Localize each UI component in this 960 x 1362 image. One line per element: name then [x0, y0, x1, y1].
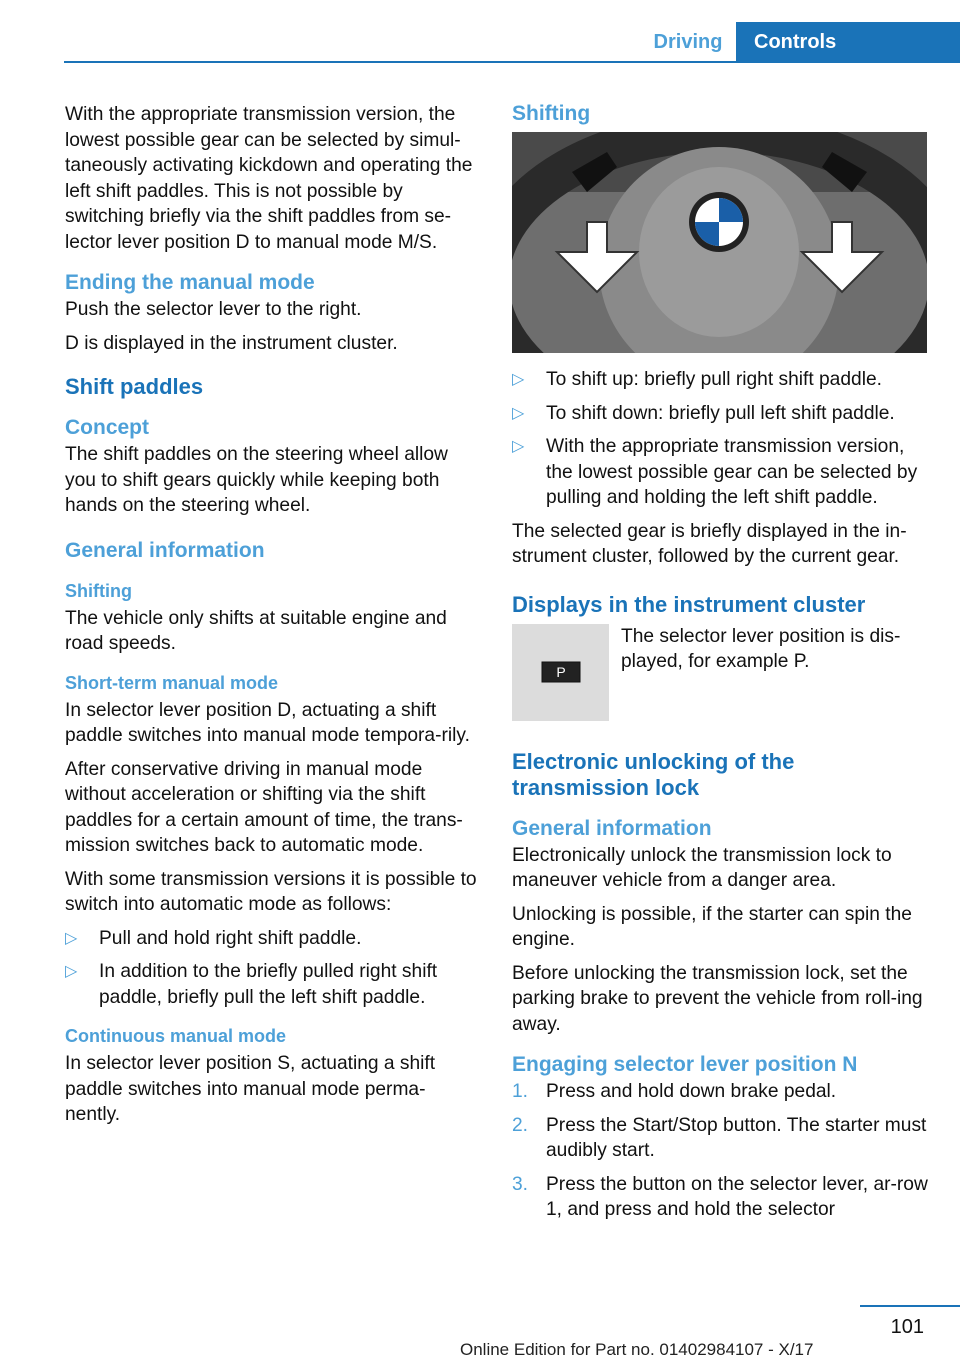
triangle-right-icon: ▷	[65, 963, 78, 980]
heading-shifting: Shifting	[512, 102, 591, 125]
list-item	[65, 959, 477, 1010]
tab-driving: Driving	[640, 22, 736, 62]
ending-text-1: Push the selector lever to the right.	[65, 299, 362, 320]
heading-electronic-unlocking: Electronic unlocking of the transmission lock	[512, 748, 795, 800]
general-text-3: Before unlocking the transmission lock, set the parking brake to prevent the vehicle from roll‐ing away.	[512, 962, 923, 1035]
heading-ending-manual-mode: Ending the manual mode	[65, 271, 315, 294]
list-item-text: In addition to the briefly pulled right shift paddle, briefly pull the left shift paddle.	[99, 961, 438, 1008]
header-rule	[64, 61, 960, 63]
footer-rule	[860, 1305, 960, 1307]
list-item-text: To shift up: briefly pull right shift paddle.	[546, 369, 882, 390]
heading-shift-paddles: Shift paddles	[65, 374, 204, 399]
general-text-2: Unlocking is possible, if the starter can spin the engine.	[512, 903, 912, 950]
selected-gear-text: The selected gear is briefly displayed in the in‐strument cluster, followed by the current gear.	[512, 520, 907, 567]
automatic-mode-list	[65, 926, 477, 1011]
heading-continuous: Continuous manual mode	[65, 1026, 287, 1046]
step-text: Press and hold down brake pedal.	[546, 1081, 837, 1102]
list-item	[65, 926, 477, 952]
heading-short-term: Short-term manual mode	[65, 672, 279, 693]
heading-displays: Displays in the instrument cluster	[512, 591, 866, 617]
list-item	[512, 1172, 930, 1223]
short-term-text-3: With some transmission versions it is possible to switch into automatic mode as follows:	[65, 868, 477, 915]
list-item	[512, 367, 930, 393]
short-term-text-2: After conservative driving in manual mode without acceleration or shifting via the shift paddles for a certain amount of time, the trans‐mission switches back to automatic mode.	[65, 758, 463, 856]
triangle-right-icon: ▷	[65, 929, 78, 947]
footer-edition: Online Edition for Part no. 01402984107 - X/17	[460, 1340, 814, 1359]
continuous-text: In selector lever position S, actuating a shift paddle switches into manual mode perma‐nently.	[65, 1053, 436, 1125]
heading-shifting-sub: Shifting	[65, 580, 132, 601]
concept-text: The shift paddles on the steering wheel allow you to shift gears quickly while keeping both hands on the steering wheel.	[65, 444, 448, 516]
left-column	[65, 102, 477, 1136]
step-text: Press the Start/Stop button. The starter must audibly start.	[546, 1114, 927, 1161]
list-item	[512, 401, 930, 427]
steering-wheel-image	[512, 132, 927, 353]
shifting-text: The vehicle only shifts at suitable engine and road speeds.	[65, 607, 447, 654]
list-item	[512, 434, 930, 511]
list-item-text: Pull and hold right shift paddle.	[99, 927, 362, 949]
right-column	[512, 102, 930, 1231]
p-display-icon	[541, 661, 581, 683]
list-item-text: With the appropriate transmission version, the lowest possible gear can be selected by pulling and holding the left shift paddle.	[546, 436, 918, 508]
display-row	[512, 624, 930, 721]
step-text: Press the button on the selector lever, ar‐row 1, and press and hold the selector	[546, 1173, 928, 1220]
step-number: 1.	[512, 1081, 529, 1102]
short-term-text-1: In selector lever position D, actuating a shift paddle switches into manual mode tempora‐rily.	[65, 699, 470, 746]
step-number: 2.	[512, 1114, 529, 1136]
engaging-steps	[512, 1079, 930, 1223]
list-item	[512, 1079, 930, 1105]
triangle-right-icon: ▷	[512, 404, 525, 422]
shifting-list	[512, 367, 930, 511]
heading-engaging-n: Engaging selector lever position N	[512, 1053, 858, 1076]
displays-text: The selector lever position is dis‐played, for example P.	[621, 625, 901, 672]
heading-concept: Concept	[65, 416, 149, 439]
heading-general-information: General information	[65, 538, 265, 562]
tab-controls: Controls	[736, 22, 960, 62]
intro-paragraph: With the appropriate transmission version, the lowest possible gear can be selected by simul‐taneously activating kickdown and operating the left shift paddles. This is not possible by switching briefly via the shift paddles from se‐lector lever position D to manual mode M/S.	[65, 104, 473, 253]
step-number: 3.	[512, 1173, 529, 1195]
list-item	[512, 1113, 930, 1164]
triangle-right-icon: ▷	[512, 371, 525, 388]
ending-text-2: D is displayed in the instrument cluster.	[65, 332, 398, 354]
heading-general-information-right: General information	[512, 816, 712, 840]
page-number: 101	[890, 1316, 924, 1338]
instrument-display-image	[512, 624, 609, 721]
triangle-right-icon: ▷	[512, 438, 525, 455]
general-text-1: Electronically unlock the transmission lock to maneuver vehicle from a danger area.	[512, 844, 892, 891]
list-item-text: To shift down: briefly pull left shift paddle.	[546, 402, 895, 424]
svg-text:P: P	[555, 664, 566, 680]
